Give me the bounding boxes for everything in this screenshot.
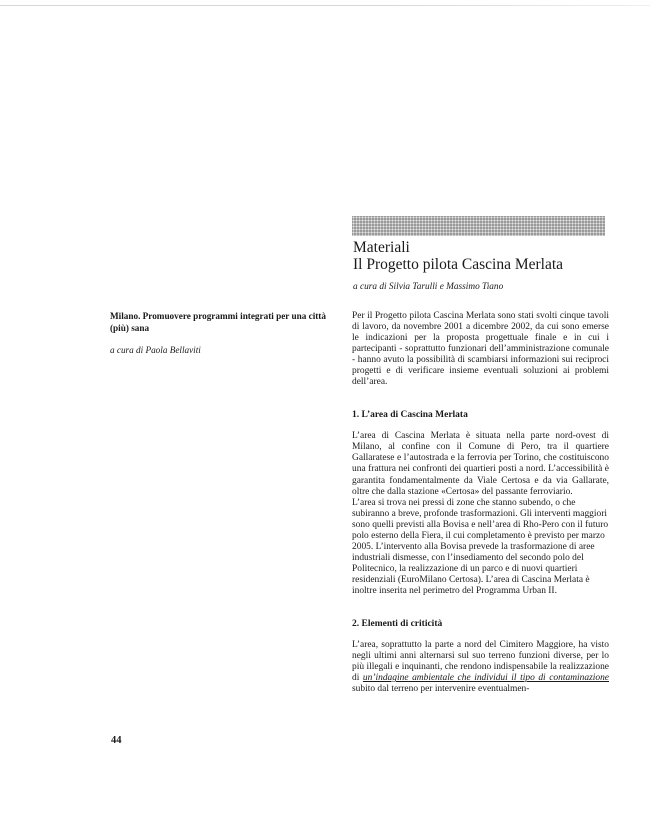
section-header-band: [352, 216, 605, 236]
section-label: Materiali: [353, 239, 410, 256]
article-editors: a cura di Silvia Tarulli e Massimo Tiano: [353, 282, 504, 292]
section-heading-2: 2. Elementi di criticità: [352, 619, 443, 630]
sidebar-column: [110, 311, 332, 356]
article-body: [352, 311, 609, 695]
section-2-text-end: subito dal terreno per intervenire eventualmen-: [352, 684, 530, 695]
section-2-emphasis: un’indagine ambientale che individui il tipo di contaminazione: [362, 673, 609, 684]
section-2-paragraph-1: [352, 640, 609, 695]
section-1-paragraph-1: L’area di Cascina Merlata è situata nella parte nord-ovest di Milano, al confine con il Comune di Pero, tra il quartiere Gallaratese e l’autostrada e la ferrovia per Torino, che costituiscono una frattura nei confronti dei quartieri posti a nord. L’accessibilità è garantita fondamentalmente da Viale Certosa e da via Gallarate, oltre che dalla stazione «Certosa» del passante ferroviario.: [352, 431, 609, 497]
section-1-paragraph-2: L’area si trova nei pressi di zone che stanno subendo, o che subiranno a breve, profonde trasformazioni. Gli interventi maggiori sono quelli previsti alla Bovisa e nell’area di Rho-Pero con il futuro polo esterno della Fiera, il cui completamento è previsto per marzo 2005. L’intervento alla Bovisa prevede la trasformazione di aree industriali dismesse, con l’insediamento del secondo polo del Politecnico, la realizzazione di un parco e di nuovi quartieri residenziali (EuroMilano Certosa). L’area di Cascina Merlata è inoltre inserita nel perimetro del Programma Urban II.: [352, 497, 609, 596]
sidebar-title: Milano. Promuovere programmi integrati per una città (più) sana: [110, 311, 326, 333]
sidebar-curator: a cura di Paola Bellaviti: [110, 345, 201, 355]
article-title: Il Progetto pilota Cascina Merlata: [353, 256, 564, 273]
section-2-text-start: L’area, soprattutto la parte a nord del Cimitero Maggiore, ha visto negli ultimi anni alternarsi sul suo terreno funzioni diverse, per lo più illegali e inquinanti, che rendono indispensabile la realizzazione di: [352, 640, 609, 684]
scan-edge-line: [0, 5, 650, 6]
section-heading-1: 1. L’area di Cascina Merlata: [352, 410, 468, 421]
intro-paragraph: Per il Progetto pilota Cascina Merlata sono stati svolti cinque tavoli di lavoro, da novembre 2001 a dicembre 2002, da cui sono emerse le indicazioni per la proposta progettuale finale e in cui i partecipanti - soprattutto funzionari dell’amministrazione comunale - hanno avuto la possibilità di scambiarsi informazioni sui reciproci progetti e di verificare insieme eventuali soluzioni ai problemi dell’area.: [352, 311, 609, 388]
page-number: 44: [111, 735, 122, 746]
